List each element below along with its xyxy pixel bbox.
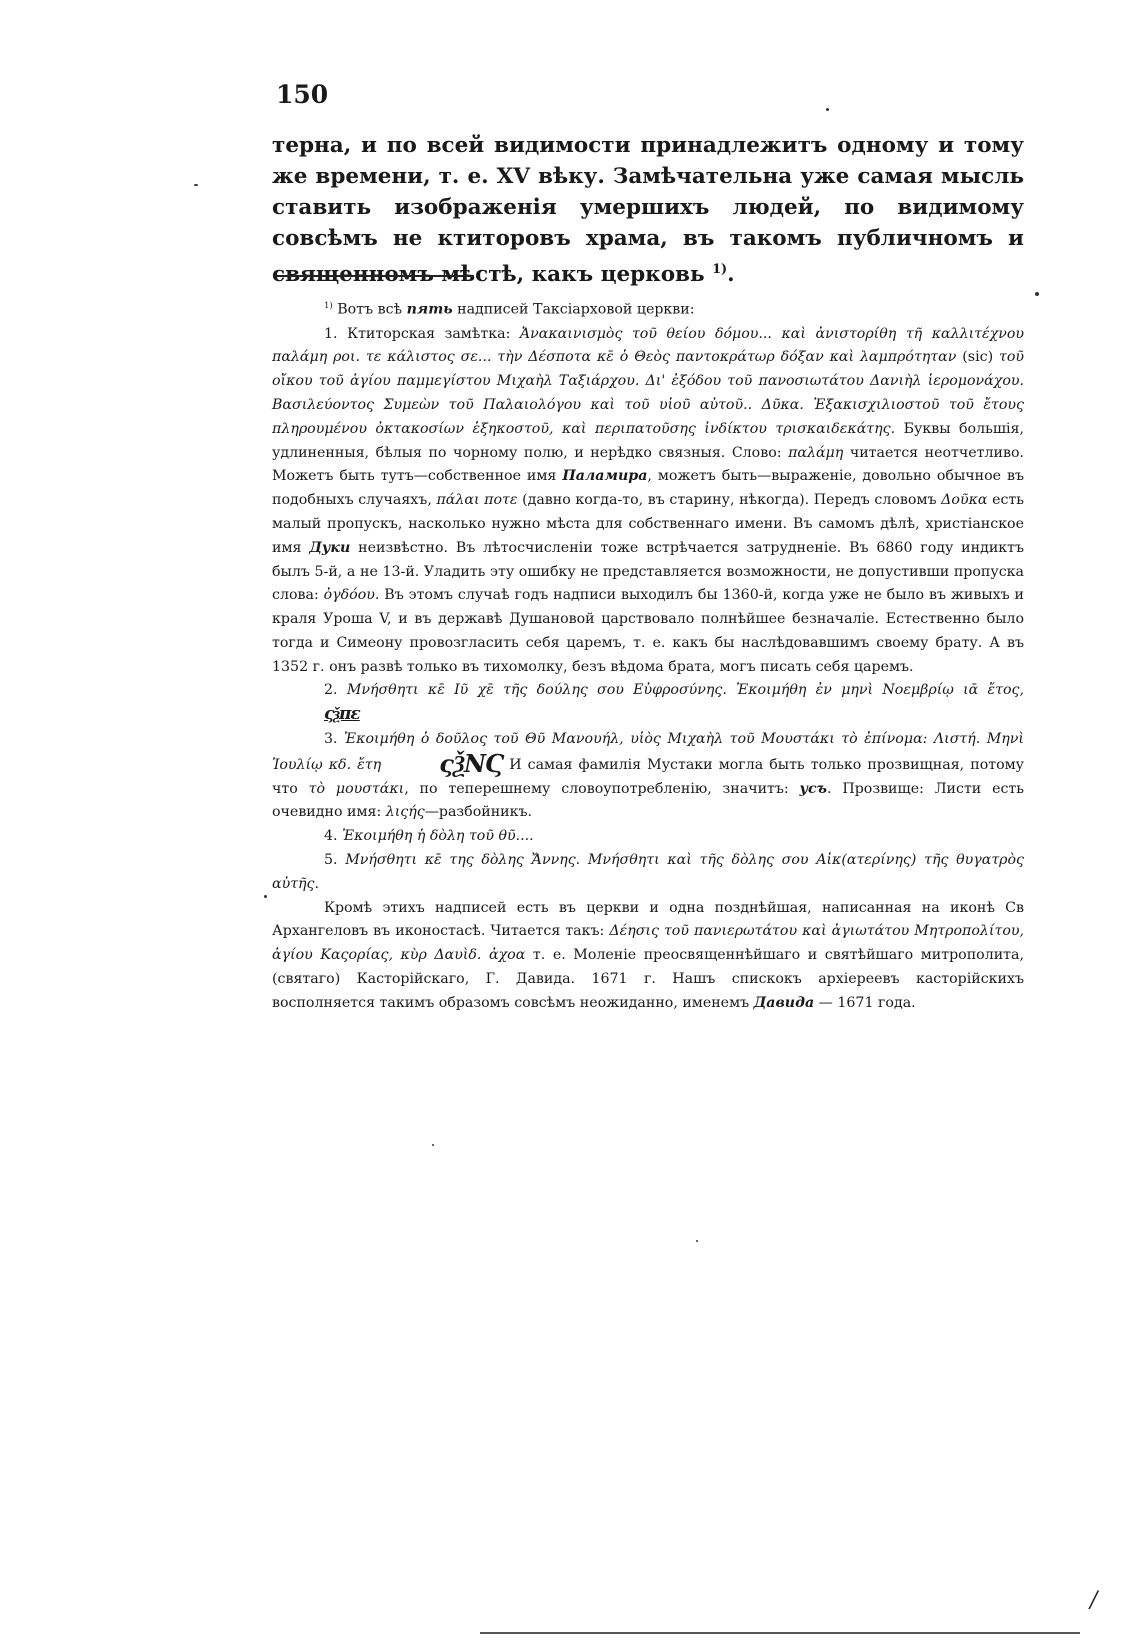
inscription-1-word: παλάμη [788, 444, 844, 461]
inscription-2 [272, 679, 1024, 728]
inscription-3-commentary-3: . Прозвище: Листи есть очевидно имя: [272, 780, 1025, 821]
inscription-3-date: ςѮΝϚ [439, 748, 504, 778]
inscription-2-label: 2. [324, 682, 338, 699]
footnote-intro-text: Вотъ всѣ [337, 301, 403, 318]
inscription-1-commentary: Буквы большія, удлиненныя, бѣлыя по чорному полю, и нерѣдко связныя. Слово: [272, 420, 1025, 461]
inscription-1-word-2: Δοῦκα [941, 492, 988, 509]
inscription-1-phrase: πάλαι ποτε [436, 492, 518, 509]
closing-greek: Δέησις τοῦ πανιερωτάτου καὶ ἁγιωτάτου Μητροπολίτου, ἁγίου Καςορίας, κὺρ Δαυὶδ. ἀχοα [272, 923, 1024, 964]
inscription-2-date: ςѯπε [324, 704, 360, 725]
inscription-1-sic: (sic) [962, 349, 994, 366]
inscription-4-label: 4. [324, 828, 338, 845]
inscription-1-greek-cont: τοῦ οἴκου τοῦ ἁγίου παμμεγίστου Μιχαὴλ Ταξιάρχου. Δι' ἐξόδου τοῦ πανοσιωτάτου Δανιὴλ ἱερομονάχου. Βασιλεύοντος Συμεὼν τοῦ Παλαιολόγου καὶ τοῦ υἱοῦ αὐτοῦ.. Δῦκα. Ἐξακισχιλιοστοῦ τοῦ ἔτους πληρουμένου ὀκτακοσίων ἑξηκοστοῦ, καὶ περιπατοῦσης ἰνδίκτου τρισκαιδεκάτης. [272, 349, 1025, 437]
footnote-intro [272, 295, 1024, 323]
inscription-3-commentary-2: , по теперешнему словоупотребленію, значитъ: [404, 780, 789, 797]
inscription-1-label: 1. Ктиторская замѣтка: [324, 325, 511, 342]
scan-edge-line [480, 1632, 1080, 1634]
inscription-5 [272, 849, 1024, 897]
main-text: терна, и по всей видимости принадлежитъ одному и тому же времени, т. е. XV вѣку. Замѣчательна уже самая мысль ставить изображенія умершихъ людей, по видимому совсѣмъ не ктиторовъ храма, въ такомъ публичномъ и священномъ мѣстѣ, какъ церковь [272, 133, 1024, 288]
footnote-intro-text-end: надписей Таксіарховой церкви: [457, 301, 695, 318]
inscription-1-greek: Ἀνακαινισμὸς τοῦ θείου δόμου... καὶ ἀνιστορίθη τῆ καλλιτέχνου παλάμη ροι. τε κάλιστος σε... τὴν Δέσποτα κε̄ ὁ Θεὸς παντοκράτωρ δόξαν καὶ λαμπρότηταν [272, 325, 1025, 366]
footnote-ref: 1) [712, 262, 728, 277]
inscription-3-commentary-4: —разбойникъ. [424, 804, 533, 821]
footnote-intro-emphasis: пять [406, 301, 453, 318]
inscription-3-meaning: усъ [799, 780, 827, 797]
inscription-2-greek: Μνήσθητι κε̄ Ιῦ χε̄ τῆς δούλης σου Εὐφροσύνης. Ἐκοιμήθη ἐν μηνὶ Νοεμβρίῳ ιᾱ ἔτος, [346, 682, 1024, 699]
inscription-5-label: 5. [324, 852, 338, 869]
inscription-1 [272, 323, 1024, 680]
inscription-1-commentary-7: . Въ этомъ случаѣ годъ надписи выходилъ бы 1360-й, когда уже не было въ живыхъ и краля Уроша V, и въ державѣ Душановой царствовало полнѣйшее безначаліе. Естественно было тогда и Симеону провозгласить себя царемъ, т. е. какъ бы наслѣдовавшимъ своему брату. А въ 1352 г. онъ развѣ только въ тихомолку, безъ вѣдома брата, могъ писать себя царемъ. [272, 587, 1025, 675]
footnotes [272, 295, 1024, 1016]
scan-speck [826, 108, 829, 111]
inscription-3-commentary: И самая фамилія Мустаки могла быть только прозвищная, потому что [272, 756, 1025, 797]
scan-speck [1035, 292, 1039, 296]
inscription-1-commentary-3: , можетъ быть—выраженіе, довольно обычное въ подобныхъ случаяхъ, [272, 468, 1024, 509]
scan-speck [696, 1240, 698, 1242]
inscription-1-commentary-5: есть малый пропускъ, насколько нужно мѣста для собственнаго имени. Въ самомъ дѣлѣ, христіанское имя [272, 492, 1024, 556]
inscription-4-greek: Ἐκοιμήθη ἡ δὸλη τοῦ θῦ.... [342, 828, 534, 845]
inscription-3-word-2: λιςής [385, 804, 425, 821]
closing-paragraph [272, 897, 1024, 1016]
inscription-4 [272, 825, 1024, 849]
inscription-1-commentary-2: читается неотчетливо. Можетъ быть тутъ—собственное имя [272, 444, 1024, 485]
scan-speck [194, 184, 198, 186]
page-number: 150 [276, 80, 329, 109]
inscription-1-commentary-6: неизвѣстно. Въ лѣтосчисленіи тоже встрѣчается затрудненіе. Въ 6860 году индиктъ былъ 5-й, а не 13-й. Уладить эту ошибку не представляется возможности, не допустивши пропуска слова: [272, 539, 1025, 604]
inscription-3 [272, 728, 1024, 825]
closing-text-3: — 1671 года. [818, 994, 916, 1011]
inscription-5-greek: Μνήσθητι κε̄ της δὸλης Ἄννης. Μνήσθητι καὶ τῆς δὸλης σου Αἰκ(ατερίνης) τῆς θυγατρὸς αὐτῆς. [272, 852, 1024, 892]
inscription-1-name-2: Дуки [309, 539, 351, 556]
closing-text: Кромѣ этихъ надписей есть въ церкви и одна позднѣйшая, написанная на иконѣ Св Архангеловъ въ иконостасѣ. Читается такъ: [272, 899, 1024, 940]
inscription-1-word-3: ὀγδόου [323, 587, 375, 604]
scan-speck [432, 1144, 434, 1146]
inscription-3-word: τὸ μουστάκι [308, 780, 405, 797]
main-paragraph [272, 130, 1024, 290]
scan-speck [264, 895, 267, 898]
main-text-end: . [727, 262, 735, 288]
scan-mark: / [1090, 1588, 1098, 1613]
inscription-3-greek: Ἐκοιμήθη ὁ δοῦλος τοῦ Θῦ Μανουήλ, υἱὸς Μιχαὴλ τοῦ Μουστάκι τὸ ἐπίνομα: Λιστή. Μηνὶ Ἰουλίῳ κδ. ἔτη [272, 731, 1024, 773]
inscription-1-commentary-4: (давно когда-то, въ старину, нѣкогда). Передъ словомъ [522, 492, 937, 509]
inscription-3-label: 3. [324, 731, 338, 748]
inscription-1-name: Паламира [562, 468, 648, 485]
closing-text-2: т. е. Моленіе преосвященнѣйшаго и святѣйшаго митрополита, (святаго) Касторійскаго, Г. Давида. 1671 г. Нашъ спискокъ архіереевъ касторійскихъ восполняется такимъ образомъ совсѣмъ неожиданно, именемъ [272, 947, 1024, 1011]
footnote-intro-ref: 1) [324, 301, 333, 311]
footnote-rule [276, 275, 474, 277]
closing-name: Давида [753, 994, 815, 1011]
